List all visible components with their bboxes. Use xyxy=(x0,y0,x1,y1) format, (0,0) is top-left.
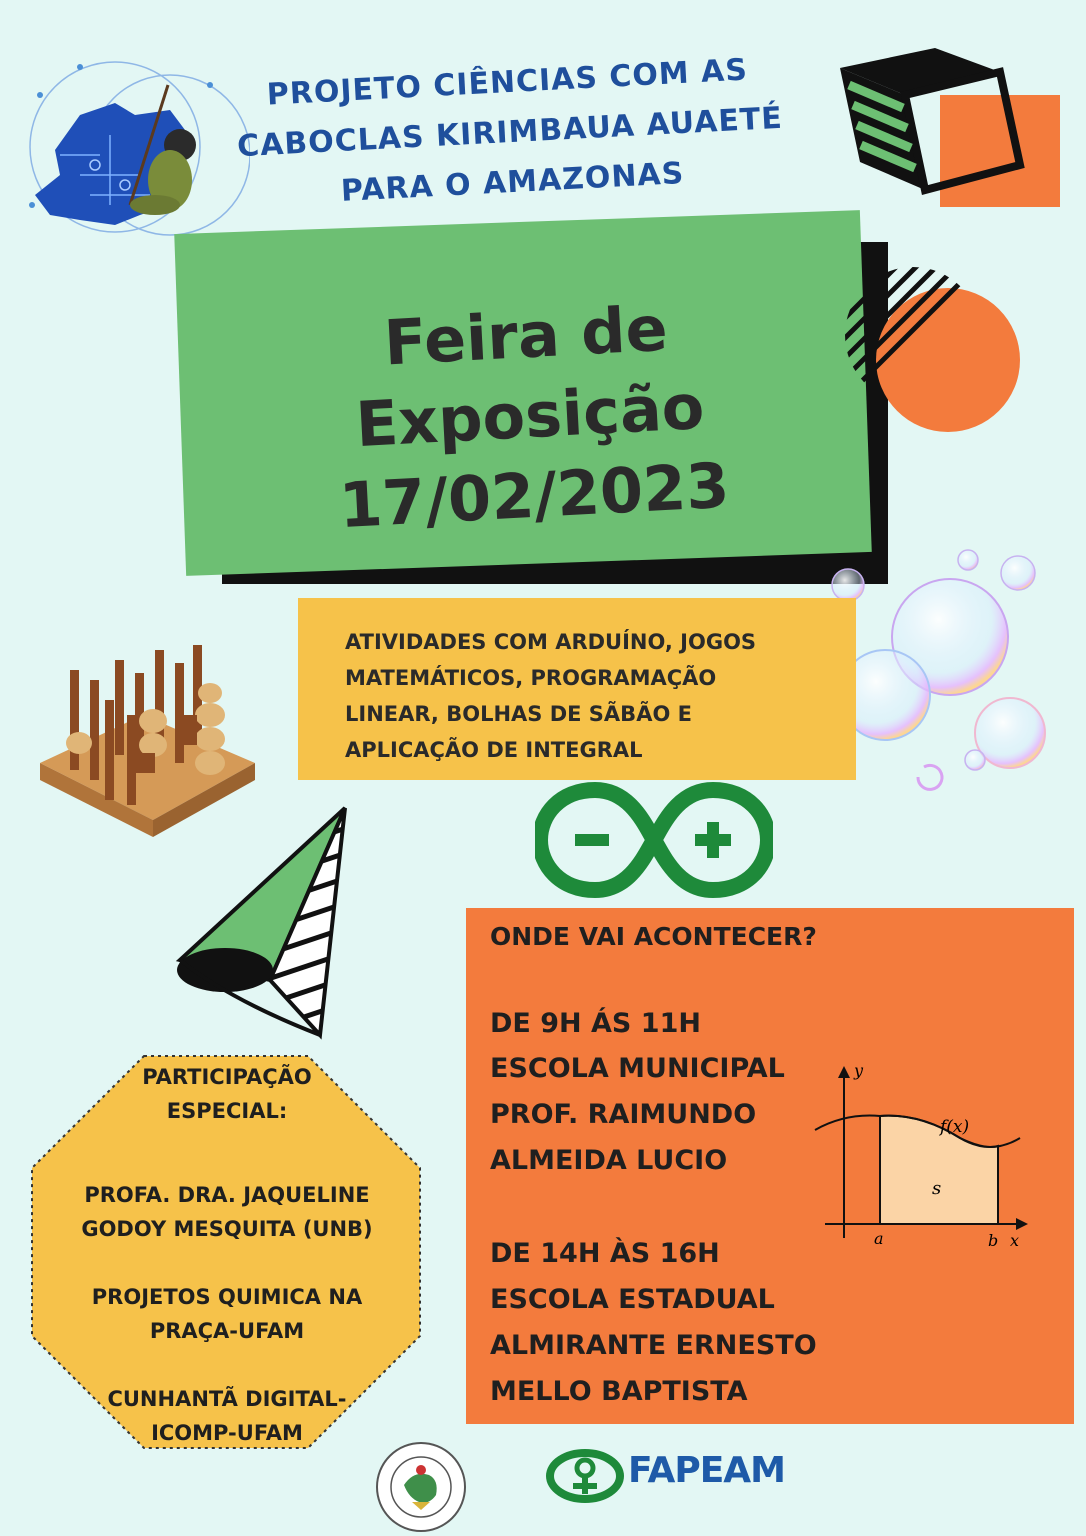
event-title xyxy=(224,280,836,551)
striped-circle-decoration xyxy=(838,265,1028,435)
graph-x-label: x xyxy=(1010,1231,1020,1250)
event-title-line: Feira de xyxy=(382,291,670,380)
graph-a-label: a xyxy=(874,1229,884,1248)
cube-decoration xyxy=(835,40,1070,215)
arduino-icon xyxy=(535,780,773,900)
afternoon-school-line: MELLO BAPTISTA xyxy=(490,1376,748,1407)
activities-line: MATEMÁTICOS, PROGRAMAÇÃO xyxy=(345,666,717,690)
activities-line: ATIVIDADES COM ARDUÍNO, JOGOS xyxy=(345,630,757,654)
participation-heading: PARTICIPAÇÃO xyxy=(142,1065,312,1089)
fapeam-logo-text: FAPEAM xyxy=(628,1450,785,1491)
graph-function-label: f(x) xyxy=(940,1117,970,1137)
activities-list xyxy=(345,624,855,768)
morning-school-line: ALMEIDA LUCIO xyxy=(490,1145,728,1176)
cone-decoration xyxy=(170,800,355,1040)
graph-y-label: y xyxy=(854,1061,864,1080)
afternoon-school-line: ALMIRANTE ERNESTO xyxy=(490,1330,817,1361)
project-name: PROJETOS QUIMICA NA xyxy=(91,1285,363,1309)
activities-line: LINEAR, BOLHAS DE SÃBÃO E xyxy=(345,702,692,726)
event-date: 17/02/2023 xyxy=(337,448,732,543)
morning-school-line: PROF. RAIMUNDO xyxy=(490,1099,757,1130)
project-name: PRAÇA-UFAM xyxy=(149,1319,305,1343)
project-title-line: PARA O AMAZONAS xyxy=(340,155,686,209)
activities-line: APLICAÇÃO DE INTEGRAL xyxy=(345,738,643,762)
morning-school-line: ESCOLA MUNICIPAL xyxy=(490,1053,785,1084)
integral-graph xyxy=(810,1058,1035,1253)
morning-time: DE 9H ÁS 11H xyxy=(490,1008,701,1039)
graph-b-label: b xyxy=(988,1231,999,1250)
location-heading: ONDE VAI ACONTECER? xyxy=(490,922,817,951)
fapeam-logo-icon xyxy=(545,1448,625,1504)
project-title-line: PROJETO CIÊNCIAS COM AS xyxy=(266,52,749,113)
event-title-line: Exposição xyxy=(353,369,706,462)
special-participation xyxy=(50,1060,404,1450)
graph-area-label: s xyxy=(932,1178,942,1199)
project-title xyxy=(196,42,823,224)
project-name: CUNHANTÃ DIGITAL- xyxy=(107,1387,347,1411)
project-title-line: CABOCLAS KIRIMBAUA AUAETÉ xyxy=(236,100,784,165)
afternoon-school-line: ESCOLA ESTADUAL xyxy=(490,1284,775,1315)
guest-name: GODOY MESQUITA (UNB) xyxy=(81,1217,373,1241)
ufam-seal-logo xyxy=(374,1440,468,1534)
participation-heading: ESPECIAL: xyxy=(166,1099,288,1123)
guest-name: PROFA. DRA. JAQUELINE xyxy=(84,1183,370,1207)
project-name: ICOMP-UFAM xyxy=(151,1421,303,1445)
afternoon-time: DE 14H ÀS 16H xyxy=(490,1238,720,1269)
